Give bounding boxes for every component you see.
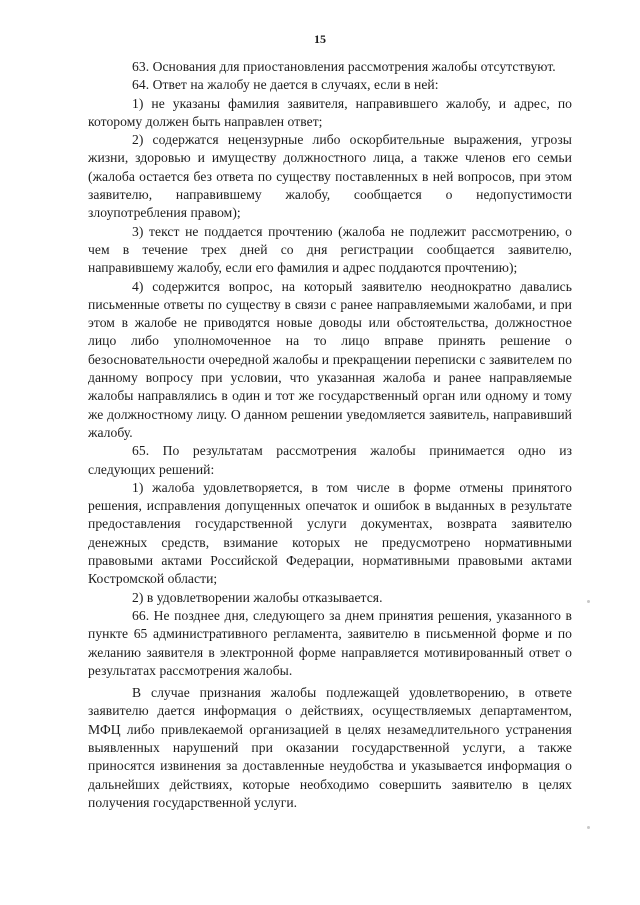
document-body — [88, 58, 572, 812]
paragraph-64: 64. Ответ на жалобу не дается в случаях, если в ней: — [132, 77, 439, 93]
paragraph-64-item-4: 4) содержится вопрос, на который заявителю неоднократно давались письменные ответы по существу в связи с ранее направляемыми жалобами, и при этом в жалобе не приводятся новые доводы или обстоятельства, должностное лицо либо уполномоченное на то лицо вправе принять решение о безосновательности очередной жалобы и прекращении переписки с заявителем по данному вопросу при условии, что указанная жалоба и ранее направляемые жалобы направлялись в один и тот же государственный орган или одному и тому же должностному лицу. О данном решении уведомляется заявитель, направивший жалобу. — [88, 278, 572, 440]
page-number: 15 — [314, 32, 326, 46]
paragraph-65: 65. По результатам рассмотрения жалобы принимается одно из следующих решений: — [88, 443, 572, 477]
paragraph-65-item-2: 2) в удовлетворении жалобы отказывается. — [132, 589, 383, 605]
scan-speck-mark — [587, 600, 590, 603]
scan-speck-mark — [587, 826, 590, 829]
paragraph-64-item-3: 3) текст не поддается прочтению (жалоба не подлежит рассмотрению, о чем в течение трех дней со дня регистрации сообщается заявителю, направившему жалобу, если его фамилия и адрес поддаются прочтению); — [88, 223, 572, 276]
paragraph-64-item-2: 2) содержатся нецензурные либо оскорбительные выражения, угрозы жизни, здоровью и имуществу должностного лица, а также членов его семьи (жалоба остается без ответа по существу поставленных в ней вопросов, при этом заявителю, направившему жалобу, сообщается о недопустимости злоупотребления правом); — [88, 132, 572, 221]
paragraph-63: 63. Основания для приостановления рассмотрения жалобы отсутствуют. — [132, 59, 556, 74]
paragraph-65-item-1: 1) жалоба удовлетворяется, в том числе в форме отмены принятого решения, исправления допущенных опечаток и ошибок в выданных в результате предоставления государственной услуги документах, возврата заявителю денежных средств, взимание которых не предусмотрено нормативными правовыми актами Российской Федерации, нормативными правовыми актами Костромской области; — [88, 479, 572, 587]
paragraph-64-item-1: 1) не указаны фамилия заявителя, направившего жалобу, и адрес, по которому должен быть направлен ответ; — [88, 95, 572, 129]
paragraph-66-continuation: В случае признания жалобы подлежащей удовлетворению, в ответе заявителю дается информация о действиях, осуществляемых департаментом, МФЦ либо привлекаемой организацией в целях незамедлительного устранения выявленных нарушений при оказании государственной услуги, а также приносятся извинения за доставленные неудобства и указывается информация о дальнейших действиях, которые необходимо совершить заявителю в целях получения государственной услуги. — [88, 685, 572, 810]
paragraph-66: 66. Не позднее дня, следующего за днем принятия решения, указанного в пункте 65 административного регламента, заявителю в письменной форме и по желанию заявителя в электронной форме направляется мотивированный ответ о результатах рассмотрения жалобы. — [88, 607, 572, 678]
